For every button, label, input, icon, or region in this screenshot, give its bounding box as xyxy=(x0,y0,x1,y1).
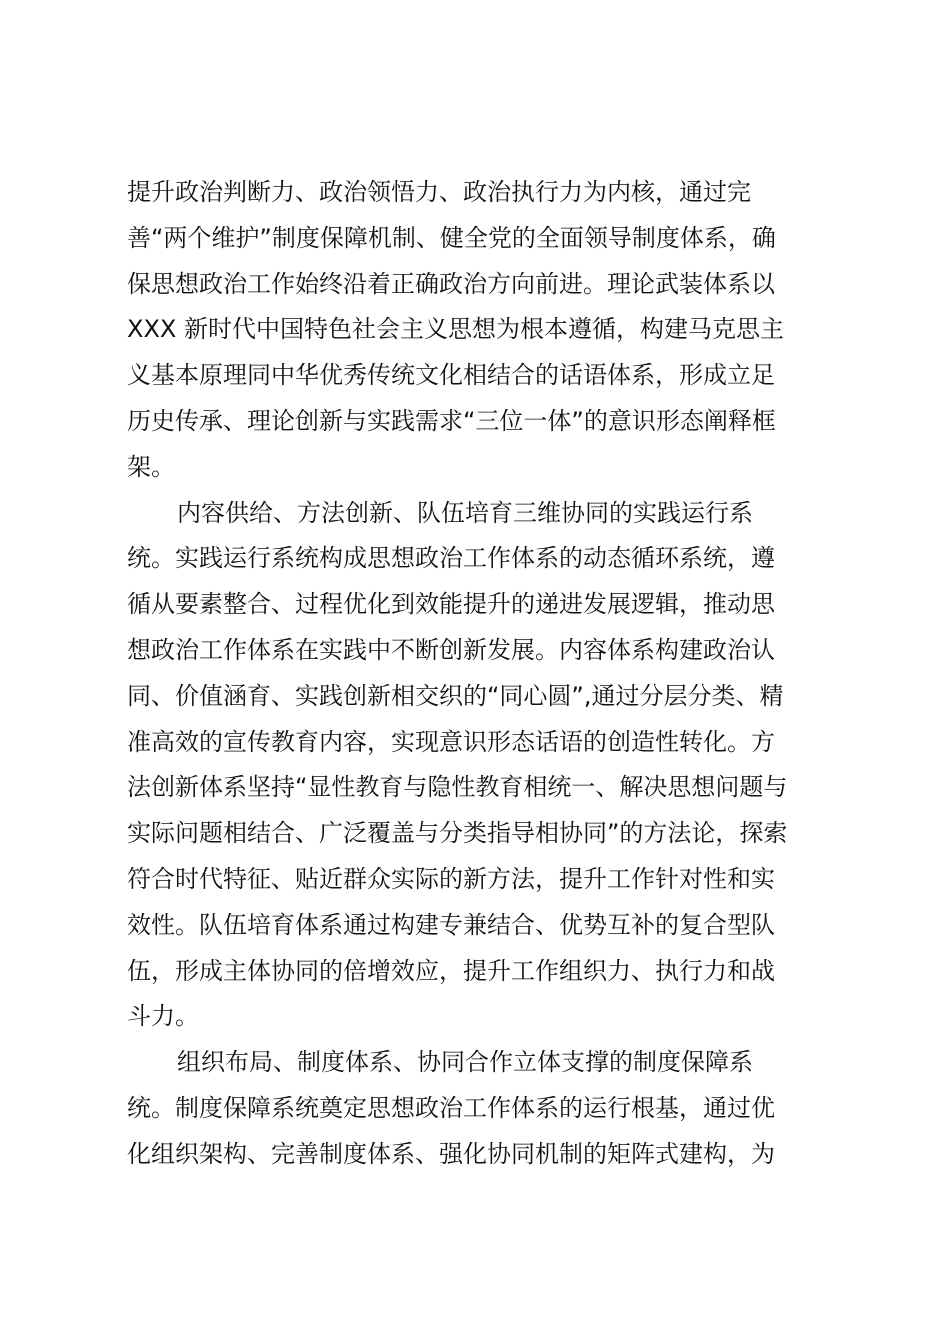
text-line: 法创新体系坚持“显性教育与隐性教育相统一、解决思想问题与 xyxy=(127,773,788,802)
text-line: 符合时代特征、贴近群众实际的新方法，提升工作针对性和实 xyxy=(127,864,775,893)
text-line: 准高效的宣传教育内容，实现意识形态话语的创造性转化。方 xyxy=(127,727,775,756)
text-line: 效性。队伍培育体系通过构建专兼结合、优势互补的复合型队 xyxy=(127,910,775,939)
text-line: 组织布局、制度体系、协同合作立体支撑的制度保障系 xyxy=(177,1048,753,1077)
text-line: 化组织架构、完善制度体系、强化协同机制的矩阵式建构，为 xyxy=(127,1139,775,1168)
text-line: 保思想政治工作始终沿着正确政治方向前进。理论武装体系以 xyxy=(127,269,775,298)
text-line: 善“两个维护”制度保障机制、健全党的全面领导制度体系，确 xyxy=(127,223,776,252)
text-line: 义基本原理同中华优秀传统文化相结合的话语体系，形成立足 xyxy=(127,361,775,390)
text-line: 内容供给、方法创新、队伍培育三维协同的实践运行系 xyxy=(177,498,753,527)
paragraph-practice-system xyxy=(127,491,837,1041)
text-line: 同、价值涵育、实践创新相交织的“同心圆”,通过分层分类、精 xyxy=(127,681,784,710)
text-line: 斗力。 xyxy=(127,1002,199,1031)
text-line: 统。实践运行系统构成思想政治工作体系的动态循环系统，遵 xyxy=(127,544,775,573)
text-line: 统。制度保障系统奠定思想政治工作体系的运行根基，通过优 xyxy=(127,1093,775,1122)
paragraph-continued xyxy=(127,170,837,491)
text-line: 伍，形成主体协同的倍增效应，提升工作组织力、执行力和战 xyxy=(127,956,775,985)
text-line: 想政治工作体系在实践中不断创新发展。内容体系构建政治认 xyxy=(127,635,775,664)
text-line: 历史传承、理论创新与实践需求“三位一体”的意识形态阐释框 xyxy=(127,406,776,435)
paragraph-institutional-system xyxy=(127,1040,837,1177)
body-text xyxy=(127,170,837,1178)
text-line: 架。 xyxy=(127,452,175,481)
text-line: XXX 新时代中国特色社会主义思想为根本遵循，构建马克思主 xyxy=(127,315,784,344)
text-line: 提升政治判断力、政治领悟力、政治执行力为内核，通过完 xyxy=(127,178,751,206)
text-line: 循从要素整合、过程优化到效能提升的递进发展逻辑，推动思 xyxy=(127,590,775,619)
text-line: 实际问题相结合、广泛覆盖与分类指导相协同”的方法论，探索 xyxy=(127,819,788,848)
